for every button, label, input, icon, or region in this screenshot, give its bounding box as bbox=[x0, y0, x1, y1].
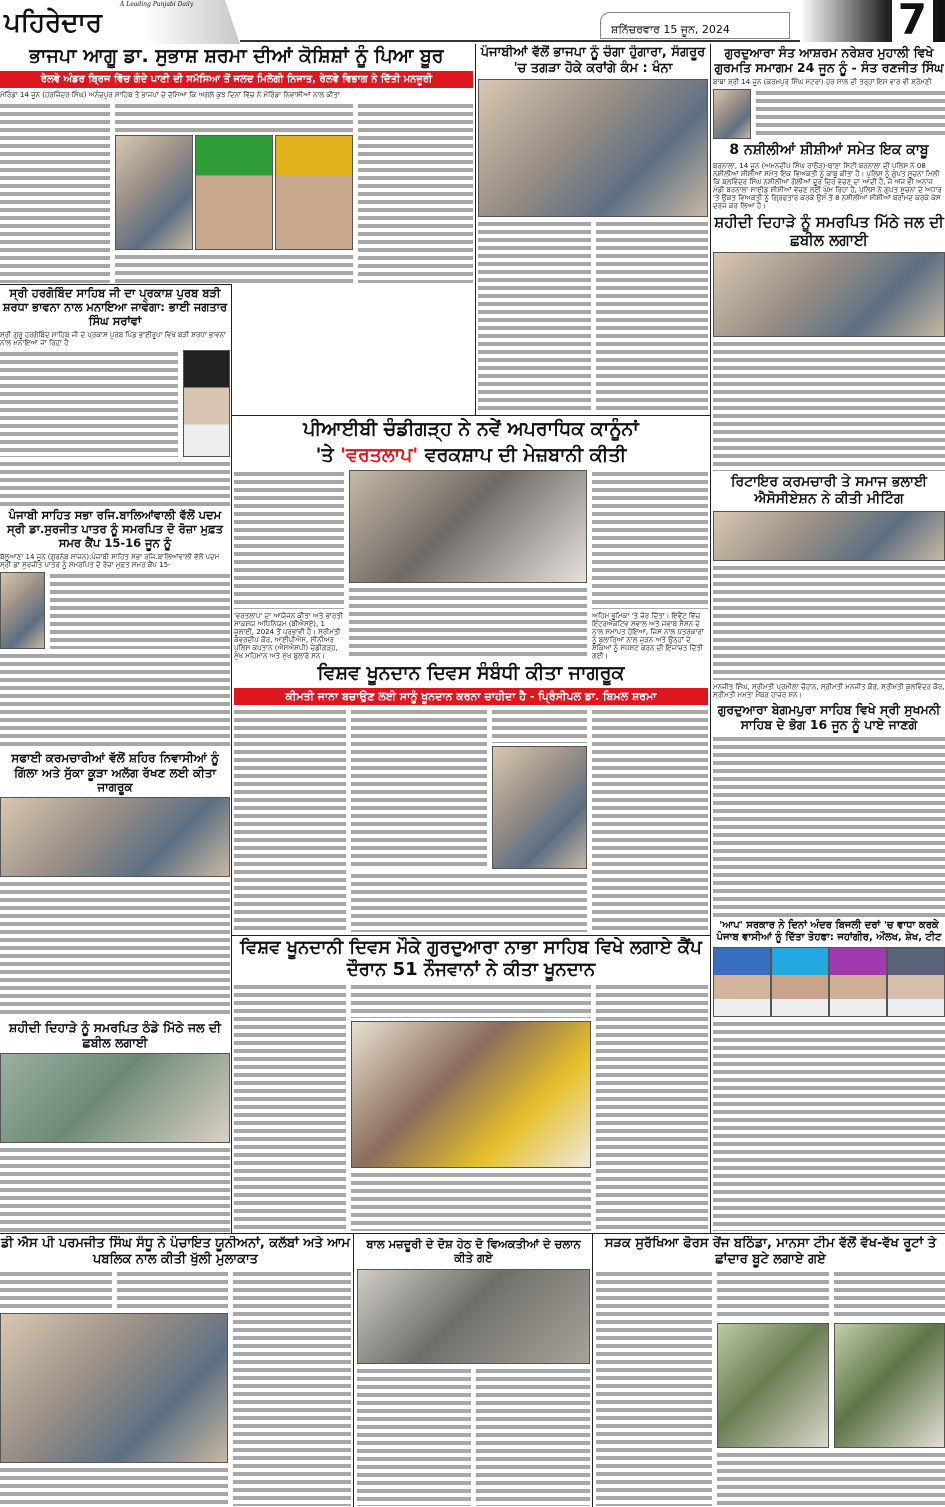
article-a10 bbox=[234, 662, 708, 932]
page-number-block bbox=[800, 0, 945, 42]
headline: ਸ੍ਰੀ ਹਰਗੋਬਿੰਦ ਸਾਹਿਬ ਜੀ ਦਾ ਪ੍ਰਕਾਸ਼ ਪੁਰਬ ਬੜੀ ਸ਼ਰਧਾ ਭਾਵਨਾ ਨਾਲ ਮਨਾਇਆ ਜਾਵੇਗਾ: ਭਾਈ ਜਗਤਾਰ ਸਿੰਘ ਸਰਾਂਵਾਂ bbox=[0, 287, 230, 328]
newspaper-logo[interactable]: ਪਹਿਰੇਦਾਰ bbox=[4, 8, 102, 38]
news-photo bbox=[478, 79, 708, 217]
article-body bbox=[492, 708, 588, 743]
article-a2 bbox=[478, 45, 708, 413]
news-photo bbox=[0, 1053, 230, 1143]
news-photo bbox=[717, 1323, 829, 1448]
portrait-photo bbox=[771, 947, 829, 1017]
headline: ਸ਼ਹੀਦੀ ਦਿਹਾੜੇ ਨੂੰ ਸਮਰਪਿਤ ਠੰਡੇ ਮਿੱਠੇ ਜਲ ਦੀ ਛਬੀਲ ਲਗਾਈ bbox=[0, 1020, 230, 1050]
article-body bbox=[351, 983, 591, 1018]
article-body bbox=[234, 983, 346, 1231]
divider bbox=[353, 1234, 354, 1507]
news-photo bbox=[492, 746, 588, 869]
news-photo bbox=[713, 252, 945, 337]
article-body bbox=[717, 1270, 829, 1320]
article-body bbox=[234, 708, 346, 932]
portrait-row bbox=[713, 947, 945, 1017]
article-body bbox=[351, 708, 487, 869]
portrait-row bbox=[115, 135, 353, 250]
divider bbox=[232, 935, 710, 936]
headline: ਪੀਆਈਬੀ ਚੰਡੀਗੜ੍ਹ ਨੇ ਨਵੇਂ ਅਪਰਾਧਿਕ ਕਾਨੂੰਨਾਂ bbox=[234, 418, 708, 441]
portrait-photo bbox=[0, 572, 45, 648]
subheadline-bar: ਕੀਮਤੀ ਜਾਨਾ ਬਚਾਉਣ ਲਈ ਸਾਨੂੰ ਖੂਨਦਾਨ ਕਰਨਾ ਚਾਹੀਦਾ ਹੈ - ਪ੍ਰਿੰਸੀਪਲ ਡਾ. ਬਿਮਲ ਸ਼ਰਮਾ bbox=[234, 688, 708, 705]
masthead bbox=[0, 0, 945, 44]
portrait-photo bbox=[887, 947, 945, 1017]
article-body bbox=[0, 1146, 230, 1232]
tagline: A Leading Punjabi Daily bbox=[120, 1, 194, 8]
divider bbox=[0, 1233, 945, 1234]
article-body bbox=[713, 564, 945, 680]
portrait-photo bbox=[829, 947, 887, 1017]
article-body bbox=[717, 1451, 945, 1506]
article-lead: ਬਰਨਾਲਾ, 14 ਜੂਨ (ਅਮਨਦੀਪ ਸਿੰਘ ਰਾਠੌੜ)-ਥਾਣਾ ਸਿਟੀ ਬਰਨਾਲਾ ਦੀ ਪੁਲਿਸ ਨੇ 08 ਨਸ਼ੀਲੀਆਂ ਸ਼ੀਸ਼ੀਆਂ ਸਮੇਤ ਇਕ ਵਿਅਕਤੀ ਨੂੰ ਕਾਬੂ ਕੀਤਾ ਹੈ। ਪੁਲਿਸ ਨੂੰ ਗੁਪਤ ਸੂਚਨਾ ਮਿਲੀ ਕਿ ਬਲਵਿੰਦਰ ਸਿੰਘ ਨਸ਼ੀਲੀਆਂ ਗੋਲੀਆਂ ਦੂਰ ਦਿਰ ਵੇਚਣ ਦਾ ਆਦੀ ਹੈ, ਜੋ ਅੱਜ ਵੀ ਅਨਾਜ ਮੰਡੀ ਬਰਨਾਲਾ ਸਾਈਡ ਸ਼ੀਸ਼ੀਆਂ ਵੇਚਣ ਲਈ ਘੁੰਮ ਰਿਹਾ ਹੈ, ਪੁਲਿਸ ਨੇ ਗੁਪਤ ਸੂਚਨਾ ਦੇ ਅਧਾਰ 'ਤੇ ਉਕਤ ਵਿਅਕਤੀ ਨੂੰ ਗ੍ਰਿਫਤਾਰ ਕਰਕੇ ਉਸ ਤੋਂ 8 ਨਸ਼ੀਲੀਆਂ ਸ਼ੀਸ਼ੀਆਂ ਬਰਾਮਦ ਕਰਕੇ ਕੇਸ ਦਰਜ ਕਰ ਲਿਆ ਹੈ। bbox=[713, 162, 945, 210]
headline: ਪੰਜਾਬੀਆਂ ਵੱਲੋਂ ਭਾਜਪਾ ਨੂੰ ਚੰਗਾ ਹੁੰਗਾਰਾ, ਸੰਗਰੂਰ 'ਚ ਤਗੜਾ ਹੋਕੇ ਕਰਾਂਗੇ ਕੰਮ : ਖੰਨਾ bbox=[478, 45, 708, 76]
article-body bbox=[476, 1367, 590, 1506]
portrait-photo bbox=[275, 135, 353, 250]
article-body bbox=[351, 1171, 591, 1231]
headline: ਸਫਾਈ ਕਰਮਚਾਰੀਆਂ ਵੱਲੋਂ ਸ਼ਹਿਰ ਨਿਵਾਸੀਆਂ ਨੂੰ ਗਿੱਲਾ ਅਤੇ ਸੁੱਕਾ ਕੂੜਾ ਅਲੱਗ ਰੱਖਣ ਲਈ ਕੀਤਾ ਜਾਗਰੂਕ bbox=[0, 751, 230, 794]
article-body bbox=[349, 586, 587, 660]
headline: ਵਿਸ਼ਵ ਖੂਨਦਾਨ ਦਿਵਸ ਸੰਬੰਧੀ ਕੀਤਾ ਜਾਗਰੂਕ bbox=[234, 662, 708, 685]
news-photo bbox=[0, 1313, 228, 1463]
headline: ਗੁਰਦੁਆਰਾ ਸੰਤ ਆਸ਼ਰਮ ਨਰੇਸ਼ਰ ਮੁਹਾਲੀ ਵਿਖੇ ਗੁਰਮਤਿ ਸਮਾਗਮ 24 ਜੂਨ ਨੂੰ - ਸੰਤ ਰਣਜੀਤ ਸਿੰਘ bbox=[714, 45, 944, 75]
article-body bbox=[756, 89, 945, 139]
issue-date: ਸ਼ਨਿੱਚਰਵਾਰ 15 ਜੂਨ, 2024 bbox=[611, 23, 730, 36]
headline-line2: 'ਤੇ 'ਵਰਤਲਾਪ' ਵਰਕਸ਼ਾਪ ਦੀ ਮੇਜ਼ਬਾਨੀ ਕੀਤੀ bbox=[234, 444, 708, 467]
article-a1 bbox=[0, 45, 473, 283]
article-a18 bbox=[596, 1236, 945, 1506]
article-body bbox=[592, 470, 708, 609]
portrait-photo bbox=[713, 89, 751, 139]
article-body bbox=[358, 102, 473, 283]
headline: 'ਆਪ' ਸਰਕਾਰ ਨੇ ਦਿਨਾਂ ਅੰਦਰ ਬਿਜਲੀ ਦਰਾਂ 'ਚ ਵਾਧਾ ਕਰਕੇ ਪੰਜਾਬ ਵਾਸੀਆਂ ਨੂੰ ਦਿੱਤਾ ਤੋਹਫਾ: ਜਹਾਂਗੀਰ, ਔਲਖ, ਸ਼ੇਖ, ਟੀਟ bbox=[713, 920, 945, 944]
portrait-photo bbox=[713, 947, 771, 1017]
article-lead: ਅਹਿਮ ਭੂਮਿਕਾ 'ਤੇ ਜ਼ੋਰ ਦਿੱਤਾ। ਇਵੈਂਟ ਵਿੱਚ ਇੰਟਰਐਕਟਿਵ ਸਵਾਲ ਅਤੇ ਜਵਾਬ ਸੈਸ਼ਨ ਦੇ ਨਾਲ ਸਮਾਪਤ ਹੋਇਆ, ਜਿਸ ਨਾਲ ਪੱਤਰਕਾਰਾਂ ਨੂੰ ਬੁਲਾਰਿਆਂ ਨਾਲ ਜੁੜਨ ਅਤੇ ਉਨ੍ਹਾਂ ਦੇ ਸ਼ੰਕਿਆਂ ਨੂੰ ਸਪੱਸ਼ਟ ਕਰਨ ਦੀ ਇਜਾਜ਼ਤ ਦਿੱਤੀ ਗਈ। bbox=[592, 612, 708, 660]
article-body bbox=[713, 340, 945, 471]
article-body bbox=[0, 1270, 112, 1310]
article-lead: 'ਵਰਤਲਾਪ' ਦਾ ਆਯੋਜਨ ਕੀਤਾ ਅਤੇ ਭਾਰਤੀ ਸਾਕਸ਼ਯ ਅਧਿਨਿਯਮ (ਬੀਐਸਏ), 1 ਜੁਲਾਈ, 2024 ਤੋਂ ਪ੍ਰਭਾਵੀ ਹੈ। ਸ੍ਰੀਮਤੀ ਕੰਵਰਦੀਪ ਕੌਰ, ਆਈਪੀਐਸ, ਸੀਨੀਅਰ ਪੁਲਿਸ ਕਪਤਾਨ (ਐਸਐਸਪੀ) ਚੰਡੀਗੜ੍ਹ, ਮੁੱਖ ਮਹਿਮਾਨ ਅਤੇ ਮੁੱਖ ਬੁਲਾਰੇ ਸਨ। bbox=[234, 612, 343, 660]
article-a9 bbox=[234, 418, 708, 660]
article-body bbox=[713, 735, 945, 916]
article-body bbox=[0, 1466, 228, 1506]
subheadline-bar: ਰੇਲਵੇ ਅੰਡਰ ਬ੍ਰਿਜ ਵਿੱਚ ਗੰਦੇ ਪਾਣੀ ਦੀ ਸਮੱਸਿਆ ਤੋਂ ਜਲਦ ਮਿਲੇਗੀ ਨਿਜਾਤ, ਰੇਲਵੇ ਵਿਭਾਗ ਨੇ ਦਿੱਤੀ ਮਨਜ਼ੂਰੀ bbox=[0, 71, 473, 88]
article-lead: ਮਨਜੀਤ ਸਿੰਘ, ਸ੍ਰੀਮਤੀ ਪ੍ਰਮੀਲਾ ਚੌਹਾਨ, ਸ੍ਰੀਮਤੀ ਮਨਜੀਤ ਕੌਰ, ਸ੍ਰੀਮਤੀ ਕੁਲਵਿੰਦਰ ਕੌਰ, ਸ੍ਰੀਮਤੀ ਮਮਤਾ ਮੈਂਬਰ ਹਾਜ਼ਰ ਸਨ। bbox=[713, 683, 945, 700]
article-body bbox=[50, 572, 230, 648]
article-body bbox=[115, 102, 353, 132]
right-column bbox=[713, 45, 945, 1231]
article-body bbox=[0, 880, 230, 1016]
news-photo bbox=[357, 1269, 590, 1364]
headline: ਭਾਜਪਾ ਆਗੂ ਡਾ. ਸੁਭਾਸ਼ ਸ਼ਰਮਾ ਦੀਆਂ ਕੋਸ਼ਿਸ਼ਾਂ ਨੂੰ ਪਿਆ ਬੂਰ bbox=[0, 45, 473, 68]
article-body bbox=[0, 460, 230, 506]
date-box bbox=[600, 12, 790, 39]
news-photo bbox=[349, 470, 587, 584]
headline: ਡੀ ਐਸ ਪੀ ਪਰਮਜੀਤ ਸਿੰਘ ਸੰਧੂ ਨੇ ਪੰਚਾਇਤ ਯੂਨੀਅਨਾਂ, ਕਲੱਬਾਂ ਅਤੇ ਆਮ ਪਬਲਿਕ ਨਾਲ ਕੀਤੀ ਖੁੱਲੀ ਮੁਲਾਕਾਤ bbox=[0, 1236, 351, 1267]
article-body bbox=[0, 350, 178, 456]
headline: ਰਿਟਾਇਰ ਕਰਮਚਾਰੀ ਤੇ ਸਮਾਜ ਭਲਾਈ ਐਸੋਸੀਏਸ਼ਨ ਨੇ ਕੀਤੀ ਮੀਟਿੰਗ bbox=[713, 474, 945, 508]
article-body bbox=[834, 1270, 945, 1320]
headline: ਬਾਲ ਮਜ਼ਦੂਰੀ ਦੇ ਦੋਸ਼ ਹੇਠ ਦੋ ਵਿਅਕਤੀਆਂ ਦੇ ਚਲਾਨ ਕੀਤੇ ਗਏ bbox=[357, 1238, 590, 1266]
divider bbox=[592, 1234, 593, 1507]
article-lead: ਸ੍ਰੀ ਗੁਰੂ ਹਰਗੋਬਿੰਦ ਸਾਹਿਬ ਜੀ ਦੇ ਪ੍ਰਕਾਸ਼ ਪੁਰਬ ਪਿੰਡ ਭਾਈਰੂਪਾ ਵਿਖੇ ਬੜੀ ਸ਼ਰਧਾ ਭਾਵਨਾ ਨਾਲ ਮਨਾਇਆ ਜਾ ਰਿਹਾ ਹੈ bbox=[0, 331, 230, 347]
news-photo bbox=[351, 1021, 591, 1168]
article-body bbox=[234, 470, 344, 609]
divider bbox=[710, 44, 711, 1234]
page-number: 7 bbox=[892, 0, 933, 43]
article-body bbox=[596, 220, 709, 413]
article-body bbox=[592, 708, 708, 932]
divider bbox=[231, 284, 232, 1234]
article-body bbox=[233, 1270, 351, 1506]
article-body bbox=[596, 1270, 712, 1506]
news-photo bbox=[834, 1323, 945, 1448]
headline: ਸੜਕ ਸੁਰੱਖਿਆ ਫੋਰਸ ਰੇਂਜ ਬਠਿੰਡਾ, ਮਾਨਸਾ ਟੀਮ ਵੱਲੋਂ ਵੱਖ-ਵੱਖ ਰੂਟਾਂ ਤੇ ਛਾਂਦਾਰ ਬੂਟੇ ਲਗਾਏ ਗਏ bbox=[596, 1236, 945, 1267]
highlighted-term: 'ਵਰਤਲਾਪ' bbox=[340, 443, 419, 466]
divider bbox=[232, 415, 710, 416]
portrait-photo bbox=[183, 350, 230, 456]
headline: ਵਿਸ਼ਵ ਖੂਨਦਾਨੀ ਦਿਵਸ ਮੌਕੇ ਗੁਰਦੁਆਰਾ ਨਾਭਾ ਸਾਹਿਬ ਵਿਖੇ ਲਗਾਏ ਕੈਂਪ ਦੌਰਾਨ 51 ਨੌਜਵਾਨਾਂ ਨੇ ਕੀਤਾ ਖੂਨਦਾਨ bbox=[234, 937, 708, 980]
headline: ਗੁਰਦੁਆਰਾ ਬੇਗਮਪੁਰਾ ਸਾਹਿਬ ਵਿਖੇ ਸ੍ਰੀ ਸੁਖਮਨੀ ਸਾਹਿਬ ਦੇ ਭੋਗ 16 ਜੂਨ ਨੂੰ ਪਾਏ ਜਾਣਗੇ bbox=[713, 702, 945, 732]
article-lead: ਬੱਲੂਆਣਾ 14 ਜੂਨ (ਗੁਰਨੇਬ ਸਾਜਨ):ਪੰਜਾਬੀ ਸਾਹਿਤ ਸਭਾ ਰਜਿ.ਬਾਲਿਆਂਵਾਲੀ ਵੱਲੋਂ ਪਦਮ ਸ੍ਰੀ ਡਾ ਸੁਰਜੀਤ ਪਾਤਰ ਨੂੰ ਸਮਰਪਿਤ ਦੋ ਰੋਜ਼ਾ ਮੁਫ਼ਤ ਸਮਰ ਕੈਂਪ 15- bbox=[0, 553, 230, 569]
article-body bbox=[0, 102, 110, 283]
headline: 8 ਨਸ਼ੀਲੀਆਂ ਸ਼ੀਸ਼ੀਆਂ ਸਮੇਤ ਇਕ ਕਾਬੂ bbox=[713, 142, 945, 159]
left-column bbox=[0, 287, 230, 1232]
group-photo bbox=[713, 511, 945, 561]
article-body bbox=[596, 983, 708, 1231]
article-body bbox=[351, 872, 587, 932]
article-body bbox=[357, 1367, 471, 1506]
article-a16 bbox=[0, 1236, 351, 1506]
article-lead: ਮੋਰਿੰਡਾ 14 ਜੂਨ (ਹਰਜਿੰਦਰ ਸਿੰਘ) ਅਨੰਦਪੁਰ ਸਾਹਿਬ ਤੋਂ ਭਾਜਪਾ ਦੇ ਦੱਸਿਆ ਕਿ ਅਗਲੇ ਕੁਝ ਦਿਨਾਂ ਵਿੱਚ ਨੇ ਮੋਰਿੰਡਾ ਨਿਵਾਸੀਆਂ ਨਾਲ ਕੀਤਾ bbox=[0, 91, 473, 99]
article-a17 bbox=[357, 1238, 590, 1506]
article-body bbox=[117, 1270, 229, 1310]
article-a14 bbox=[234, 937, 708, 1231]
article-lead: ਬਾਬਾ ਸ਼੍ਰੀ 14 ਜੂਨ (ਕਰਮਪੁਰ ਸਿੰਘ ਮੱਟਰਾ) ਹਰ ਸਾਲ ਦੀ ਤਰ੍ਹਾਂ ਇਸ ਵਾਰ ਵੀ ਸ਼੍ਰੋਮਣੀ bbox=[713, 78, 945, 86]
divider bbox=[475, 44, 476, 416]
headline: ਪੰਜਾਬੀ ਸਾਹਿਤ ਸਭਾ ਰਜਿ.ਬਾਲਿਆਂਵਾਲੀ ਵੱਲੋਂ ਪਦਮ ਸ੍ਰੀ ਡਾ.ਸੁਰਜੀਤ ਪਾਤਰ ਨੂੰ ਸਮਰਪਿਤ ਦੋ ਰੋਜ਼ਾ ਮੁਫ਼ਤ ਸਮਰ ਕੈਂਪ 15-16 ਜੂਨ ਨੂੰ bbox=[0, 509, 230, 550]
article-body bbox=[478, 220, 591, 413]
portrait-photo bbox=[195, 135, 273, 250]
divider bbox=[0, 284, 231, 285]
article-body bbox=[713, 1020, 945, 1231]
portrait-photo bbox=[115, 135, 193, 250]
news-photo bbox=[0, 797, 230, 877]
headline: ਸ਼ਹੀਦੀ ਦਿਹਾੜੇ ਨੂੰ ਸਮਰਪਿਤ ਮਿੱਠੇ ਜਲ ਦੀ ਛਬੀਲ ਲਗਾਈ bbox=[714, 212, 944, 249]
article-body bbox=[0, 652, 230, 748]
article-body bbox=[115, 253, 353, 283]
